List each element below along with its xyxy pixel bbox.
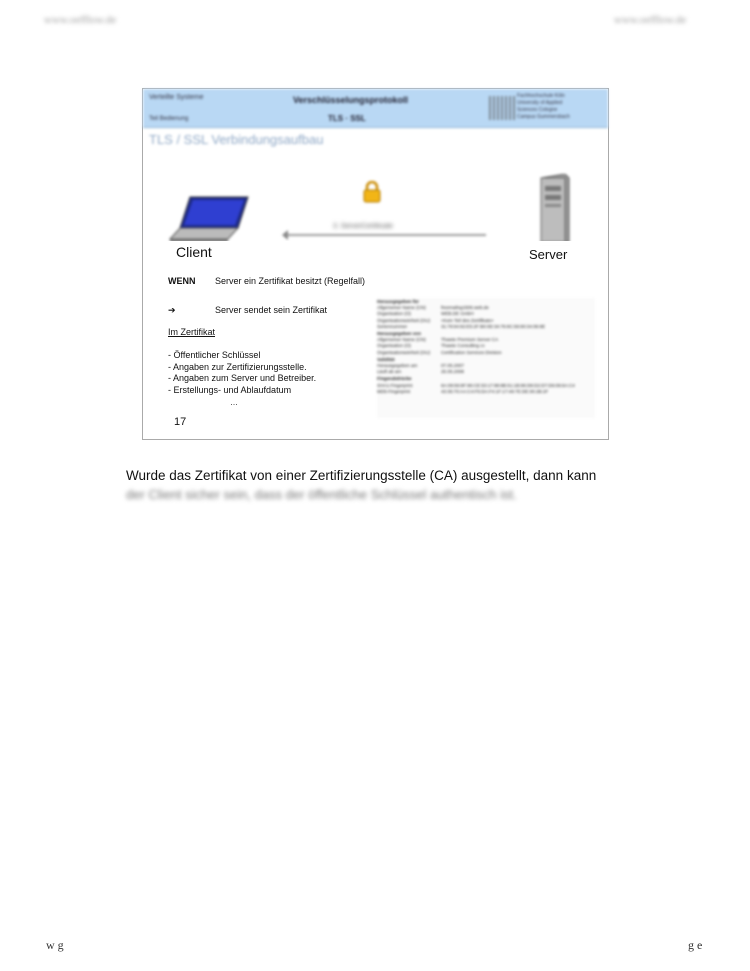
laptop-icon <box>168 195 252 243</box>
cert-section-heading: Herausgegeben von <box>377 331 421 337</box>
page-header-left: www.oefflow.de <box>44 14 117 26</box>
cert-field-value: 31:78:94:92:E5:2F:B0:0D:34:76:8C:56:90:34:06:8E <box>441 323 546 329</box>
list-item: - Erstellungs- und Ablaufdatum <box>168 384 292 395</box>
body-paragraph-line-1: Wurde das Zertifikat von einer Zertifizierungsstelle (CA) ausgestellt, dann kann <box>126 468 597 483</box>
slide-title: TLS / SSL Verbindungsaufbau <box>149 132 324 147</box>
banner-title: Verschlüsselungsprotokoll <box>293 95 409 105</box>
lock-icon <box>363 181 381 203</box>
cert-field-label: Seriennummer <box>377 323 408 329</box>
cert-field-label: Allgemeiner Name (CN) <box>377 305 426 311</box>
cert-section-heading: Fingerabdrücke <box>377 376 412 382</box>
cert-field-value: <Kein Teil des Zertifikats> <box>441 317 494 323</box>
cert-row <box>377 350 595 356</box>
body-paragraph-line-2: der Client sicher sein, dass der öffentliche Schlüssel authentisch ist. <box>126 487 517 502</box>
banner-left-top: Verteilte Systeme <box>149 94 204 101</box>
cert-section-heading: Validität <box>377 356 395 362</box>
arrow-label: 3. ServerCertificate <box>333 223 393 230</box>
client-label: Client <box>176 244 212 260</box>
slide-image <box>142 88 609 440</box>
label-strip <box>143 241 608 245</box>
cert-field-label: Organisationseinheit (OU) <box>377 349 431 355</box>
cert-field-value: 25.05.2008 <box>441 369 464 375</box>
list-item: - Angaben zur Zertifizierungsstelle. <box>168 361 307 372</box>
server-label: Server <box>529 247 568 262</box>
wenn-keyword: WENN <box>168 276 196 286</box>
cert-field-value: Thawte Consulting cc <box>441 343 485 349</box>
footer-left: w g <box>46 938 64 952</box>
cert-field-value: 43:35:70:AA:C4:F5:DA:F4:1F:17:49:7E:DE:00:2B:2F <box>441 388 549 394</box>
cert-field-value: 07.05.2007 <box>441 363 464 369</box>
page-header-right: www.oefflow.de <box>614 14 687 26</box>
arrow-line <box>286 234 486 236</box>
slide-page-number: 17 <box>174 416 187 428</box>
cert-field-value: WEB.DE GmbH <box>441 311 474 317</box>
cert-field-label: MD5-Fingerprint <box>377 388 411 394</box>
cert-field-label: Organisation (O) <box>377 343 411 349</box>
list-item: - Angaben zum Server und Betreiber. <box>168 373 317 383</box>
cert-section-heading: Herausgegeben für <box>377 299 419 304</box>
arrow-left-icon <box>282 230 288 240</box>
cert-row <box>377 389 595 395</box>
banner-right-text: Fachhochschule Köln University of Applied Sciences Cologne Campus Gummersbach <box>517 93 570 120</box>
send-certificate-text: Server sendet sein Zertifikat <box>215 305 328 315</box>
cert-field-label: Allgemeiner Name (CN) <box>377 337 426 343</box>
cert-field-label: Organisationseinheit (OU) <box>377 317 431 323</box>
banner-subtitle: TLS · SSL <box>328 114 366 123</box>
ellipsis: … <box>230 398 238 407</box>
right-arrow-icon: ➔ <box>168 305 176 315</box>
cert-field-value: Certification Services Division <box>441 349 502 355</box>
certificate-details-panel <box>377 298 595 418</box>
cert-row <box>377 369 595 375</box>
certificate-contents-list <box>168 350 316 396</box>
server-tower-icon <box>535 174 571 244</box>
cert-field-label: Herausgegeben am <box>377 363 418 369</box>
banner-left-bottom: Teil Bedienung <box>149 116 189 122</box>
wenn-condition: Server ein Zertifikat besitzt (Regelfall) <box>215 276 366 286</box>
university-logo-icon <box>489 96 515 120</box>
footer-right: g e <box>688 938 703 952</box>
cert-row <box>377 324 595 330</box>
cert-field-value: 6A:08:56:8F:96:CE:53:17:88:8B:51:1B:96:D8:D2:D7:D6:06:6A:C4 <box>441 382 575 388</box>
cert-field-label: SHA1-Fingerprint <box>377 382 413 388</box>
list-item: - Öffentlicher Schlüssel <box>168 350 261 360</box>
cert-field-value: Thawte Premium Server CA <box>441 337 499 343</box>
cert-field-value: freemailng1506.web.de <box>441 305 489 311</box>
im-zertifikat-heading: Im Zertifikat <box>168 327 216 337</box>
cert-field-label: Läuft ab am <box>377 369 402 375</box>
slide-banner <box>143 89 608 128</box>
cert-field-label: Organisation (O) <box>377 311 411 317</box>
